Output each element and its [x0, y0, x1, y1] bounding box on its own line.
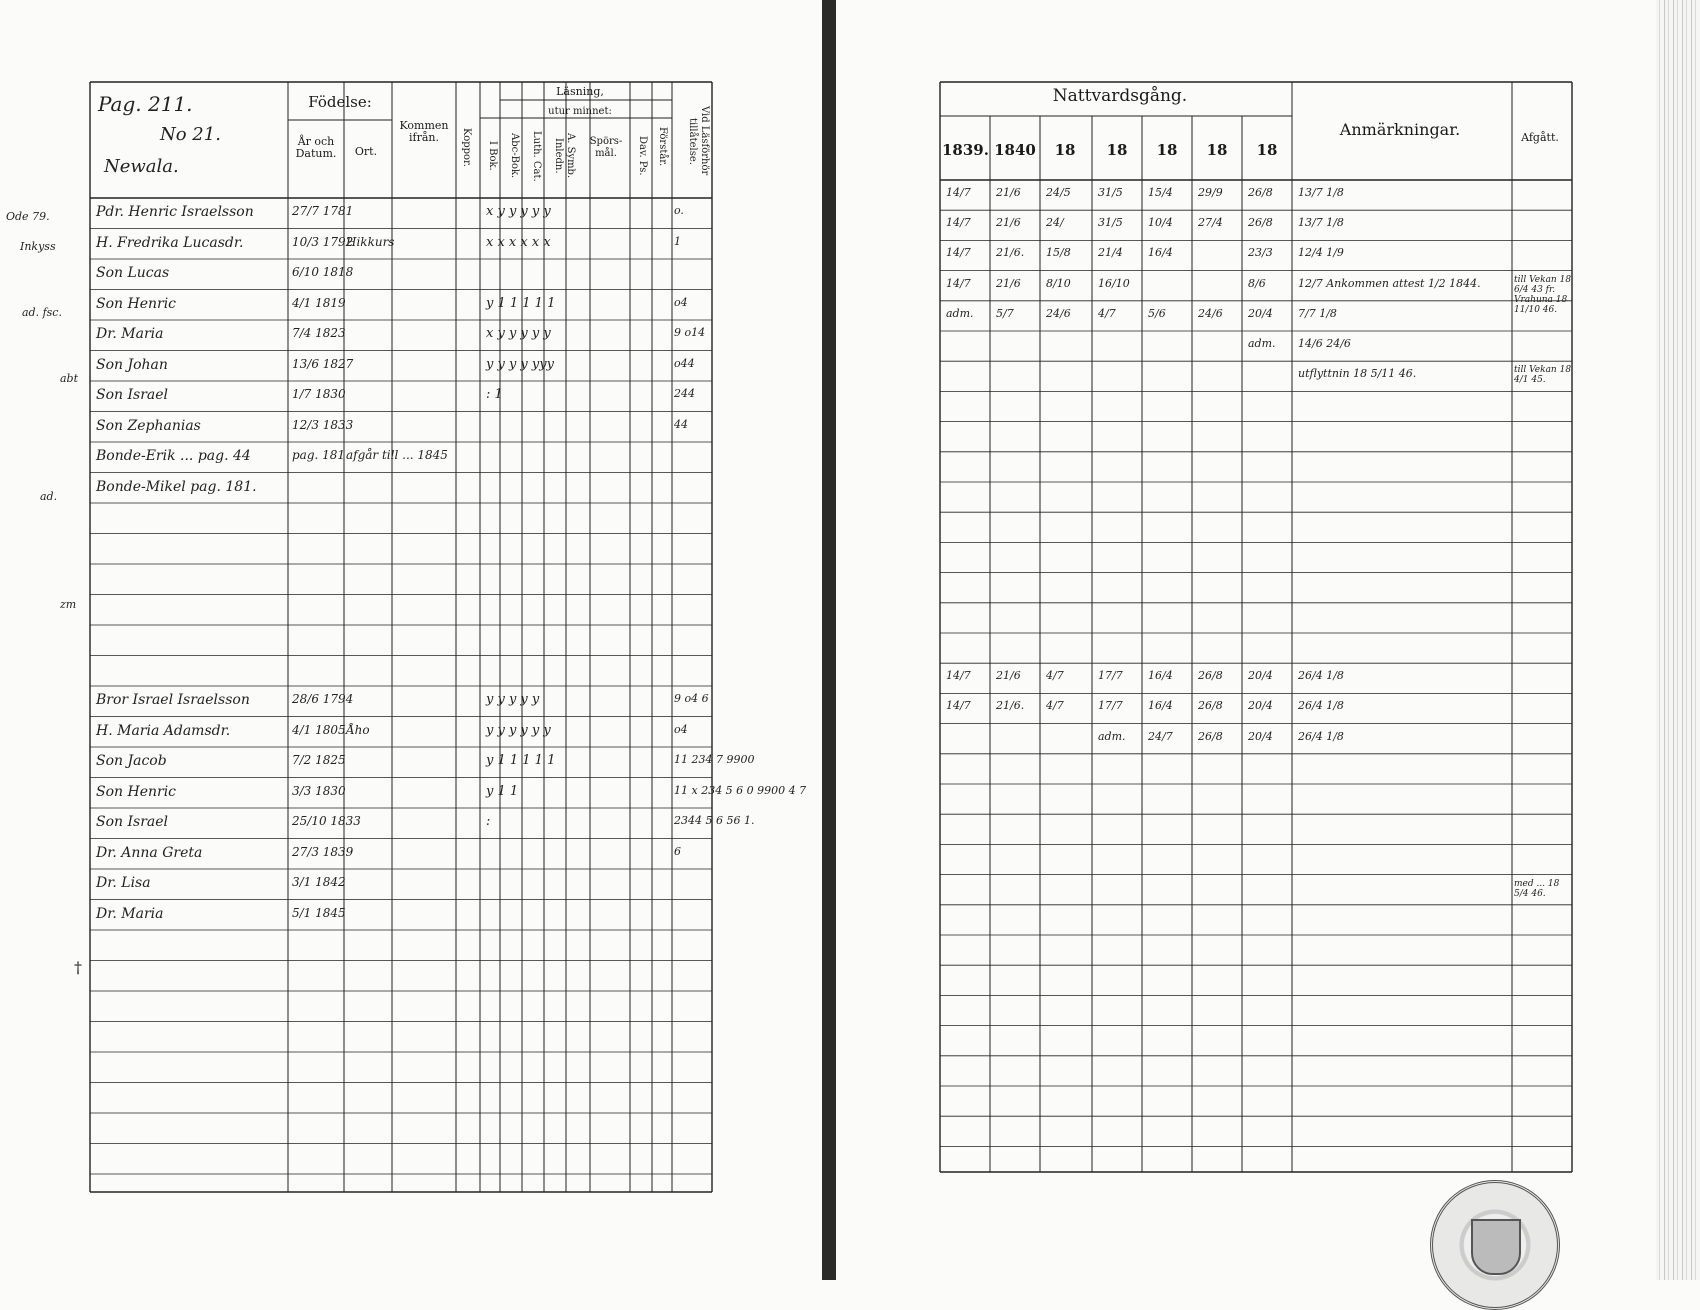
birth-date: 12/3 1833 — [292, 417, 354, 432]
birth-date: 10/3 1792 — [292, 234, 354, 249]
birth-date: 5/1 1845 — [292, 905, 346, 920]
communion-date: 21/6 — [996, 186, 1021, 199]
communion-date: 4/7 — [1098, 306, 1116, 320]
communion-date: 31/5 — [1098, 216, 1123, 230]
remark: 13/7 1/8 — [1298, 216, 1344, 230]
year-header: 18 — [1206, 141, 1228, 159]
margin-note: abt — [60, 372, 79, 385]
communion-date: 20/4 — [1248, 699, 1273, 713]
communion-date: 21/6. — [996, 699, 1025, 713]
permission-notes: 11 234 7 9900 — [674, 753, 755, 766]
birth-date: 7/4 1823 — [292, 326, 346, 340]
parish-seal — [1430, 1180, 1560, 1310]
communion-date: 20/4 — [1248, 729, 1273, 743]
farm-name: Newala. — [104, 156, 179, 177]
communion-date: 17/7 — [1098, 669, 1123, 683]
person-name: Son Israel — [96, 814, 169, 830]
header-kommen-ifran: Kommen ifrån. — [399, 119, 449, 144]
household-number: No 21. — [160, 124, 221, 145]
person-name: Bonde-Erik ... pag. 44 — [96, 448, 251, 464]
permission-notes: 1 — [674, 234, 681, 248]
communion-date: 10/4 — [1148, 216, 1173, 230]
permission-notes: 244 — [674, 387, 695, 400]
communion-date: 16/10 — [1098, 276, 1130, 290]
year-header: 18 — [1256, 141, 1278, 159]
communion-date: 8/6 — [1248, 276, 1266, 290]
communion-date: 24/6 — [1198, 306, 1223, 320]
communion-date: 4/7 — [1046, 669, 1064, 683]
remark: 14/6 24/6 — [1298, 337, 1351, 350]
remark: 26/4 1/8 — [1298, 729, 1344, 743]
person-name: Son Jacob — [96, 753, 167, 769]
birth-place: Åho — [346, 722, 370, 737]
communion-date: 8/10 — [1046, 276, 1071, 290]
communion-date: 20/4 — [1248, 306, 1273, 320]
permission-notes: 11 x 234 5 6 0 9900 4 7 — [674, 783, 807, 797]
reading-marks: x y y y y y — [486, 326, 551, 341]
departure-note: till Vekan 18 6/4 43 fr. Vrahuna 18 11/10 46. — [1514, 274, 1572, 315]
communion-date: 24/6 — [1046, 306, 1071, 320]
header-afgatt: Afgått. — [1521, 131, 1559, 144]
communion-date: adm. — [1248, 337, 1276, 350]
margin-note: Inkyss — [20, 240, 56, 253]
birth-date: 7/2 1825 — [292, 753, 346, 767]
communion-date: 14/7 — [946, 669, 971, 683]
header-anmarkningar: Anmärkningar. — [1339, 120, 1461, 139]
birth-date: 1/7 1830 — [292, 387, 346, 401]
birth-date: 27/3 1839 — [292, 844, 354, 859]
communion-date: 16/4 — [1148, 246, 1173, 260]
reading-marks: y y y y yyy — [486, 356, 554, 372]
remark: 26/4 1/8 — [1298, 669, 1344, 683]
person-name: Son Henric — [96, 295, 177, 312]
communion-date: 26/8 — [1198, 669, 1223, 683]
communion-date: 16/4 — [1148, 699, 1173, 713]
remark: 13/7 1/8 — [1298, 186, 1344, 199]
reading-marks: y y y y y y — [486, 722, 551, 738]
remark: 12/4 1/9 — [1298, 246, 1344, 260]
remark: 7/7 1/8 — [1298, 306, 1337, 320]
reading-marks: y 1 1 1 1 1 — [486, 295, 556, 311]
reading-marks: x x x x x x — [486, 234, 551, 250]
remark: utflyttnin 18 5/11 46. — [1298, 367, 1417, 381]
person-name: Dr. Anna Greta — [96, 844, 203, 861]
communion-date: 21/6 — [996, 276, 1021, 290]
person-name: Son Henric — [96, 783, 177, 800]
reading-marks: : 1 — [486, 387, 503, 402]
permission-notes: 2344 5 6 56 1. — [674, 814, 755, 827]
person-name: Bonde-Mikel pag. 181. — [96, 478, 257, 495]
reading-marks: y 1 1 1 1 1 — [486, 753, 556, 768]
permission-notes: o44 — [674, 356, 695, 370]
birth-date: 28/6 1794 — [292, 692, 354, 706]
header-a-symb: A. Symb. Inledn. — [553, 133, 576, 179]
reading-marks: y 1 1 — [486, 783, 519, 799]
reading-marks: x y y y y y — [486, 204, 551, 219]
communion-date: 14/7 — [946, 186, 971, 199]
communion-date: 17/7 — [1098, 699, 1123, 713]
birth-date: 4/1 1819 — [292, 295, 346, 310]
margin-note: Ode 79. — [6, 210, 50, 223]
communion-date: 14/7 — [946, 699, 971, 713]
communion-date: 26/8 — [1198, 699, 1223, 713]
person-name: Pdr. Henric Israelsson — [96, 204, 254, 220]
header-ar-och-datum: År och Datum. — [295, 135, 337, 160]
communion-date: 27/4 — [1198, 216, 1223, 230]
header-i-bok: I Bok. — [487, 141, 498, 171]
birth-date: 13/6 1827 — [292, 356, 354, 371]
remark: 12/7 Ankommen attest 1/2 1844. — [1298, 276, 1481, 290]
year-header: 1840 — [994, 141, 1036, 159]
margin-note: ad. fsc. — [22, 306, 62, 319]
communion-date: 20/4 — [1248, 669, 1273, 683]
birth-date: pag. 181 — [292, 448, 346, 462]
coat-of-arms-icon — [1471, 1219, 1521, 1275]
communion-date: 14/7 — [946, 216, 971, 230]
person-name: H. Maria Adamsdr. — [96, 722, 231, 739]
person-name: Son Johan — [96, 356, 168, 373]
year-header: 18 — [1106, 141, 1128, 159]
margin-note: zm — [60, 598, 77, 611]
header-sporsmal: Spörs-mål. — [589, 136, 623, 159]
communion-date: 31/5 — [1098, 186, 1123, 199]
communion-date: 5/6 — [1148, 306, 1166, 320]
reading-marks: : — [486, 814, 491, 829]
communion-date: 24/ — [1046, 216, 1064, 230]
birth-place: afgår till ... 1845 — [346, 448, 448, 462]
header-koppor: Koppor. — [461, 127, 472, 167]
header-fodelse: Födelse: — [308, 93, 372, 111]
permission-notes: o. — [674, 204, 684, 217]
permission-notes: 9 o4 6 — [674, 692, 709, 705]
permission-notes: o4 — [674, 722, 688, 736]
header-dav-ps: Dav. Ps. — [637, 136, 648, 176]
person-name: H. Fredrika Lucasdr. — [96, 234, 244, 251]
communion-date: 24/7 — [1148, 729, 1173, 743]
header-lasning: Läsning, — [556, 85, 604, 98]
communion-date: 26/8 — [1248, 216, 1273, 230]
permission-notes: o4 — [674, 295, 688, 309]
header-utur-minnet: utur minnet: — [548, 106, 612, 117]
header-ort: Ort. — [354, 145, 378, 158]
communion-date: 21/6. — [996, 246, 1025, 260]
communion-date: 23/3 — [1248, 246, 1273, 260]
communion-date: 16/4 — [1148, 669, 1173, 683]
communion-date: 21/6 — [996, 216, 1021, 230]
birth-date: 27/7 1781 — [292, 204, 354, 218]
reading-marks: y y y y y — [486, 692, 540, 707]
permission-notes: 44 — [674, 417, 688, 431]
communion-date: 21/6 — [996, 669, 1021, 683]
birth-date: 3/3 1830 — [292, 783, 346, 798]
communion-date: 15/4 — [1148, 186, 1173, 199]
permission-notes: 6 — [674, 844, 681, 858]
communion-date: 26/8 — [1248, 186, 1273, 199]
header-vid-lasforhor: Vid Läsförhör tillåtelse. — [687, 106, 710, 176]
permission-notes: 9 o14 — [674, 326, 706, 339]
person-name: Son Israel — [96, 387, 169, 403]
communion-date: 14/7 — [946, 246, 971, 260]
birth-place: Hikkurs — [346, 234, 395, 249]
birth-date: 25/10 1833 — [292, 814, 361, 828]
person-name: Dr. Maria — [96, 326, 164, 342]
birth-date: 4/1 1805 — [292, 722, 346, 737]
communion-date: adm. — [1098, 729, 1126, 743]
birth-date: 3/1 1842 — [292, 875, 346, 889]
person-name: Dr. Maria — [96, 905, 164, 922]
birth-date: 6/10 1818 — [292, 265, 354, 279]
header-nattvardsgang: Nattvardsgång. — [1052, 86, 1188, 106]
person-name: Son Lucas — [96, 265, 170, 281]
person-name: Son Zephanias — [96, 417, 201, 434]
communion-date: 5/7 — [996, 306, 1014, 320]
death-cross-icon: † — [74, 958, 82, 977]
person-name: Bror Israel Israelsson — [96, 692, 250, 708]
communion-date: adm. — [946, 306, 974, 320]
communion-date: 15/8 — [1046, 246, 1071, 260]
header-forstar: Förstår. — [657, 127, 668, 167]
departure-note: till Vekan 18 4/1 45. — [1514, 365, 1572, 386]
communion-date: 14/7 — [946, 276, 971, 290]
communion-date: 26/8 — [1198, 729, 1223, 743]
header-luth-cat: Luth. Cat. — [531, 130, 542, 182]
year-header: 18 — [1156, 141, 1178, 159]
communion-date: 24/5 — [1046, 186, 1071, 199]
communion-date: 21/4 — [1098, 246, 1123, 260]
margin-note: ad. — [40, 490, 58, 503]
remark: 26/4 1/8 — [1298, 699, 1344, 713]
header-abc-bok: Abc-Bok. — [509, 133, 520, 179]
communion-date: 29/9 — [1198, 186, 1223, 199]
departure-note: med ... 18 5/4 46. — [1514, 878, 1560, 899]
year-header: 18 — [1054, 141, 1076, 159]
year-header: 1839. — [942, 141, 989, 159]
person-name: Dr. Lisa — [96, 875, 151, 891]
communion-date: 4/7 — [1046, 699, 1064, 713]
page-number: Pag. 211. — [98, 92, 193, 116]
